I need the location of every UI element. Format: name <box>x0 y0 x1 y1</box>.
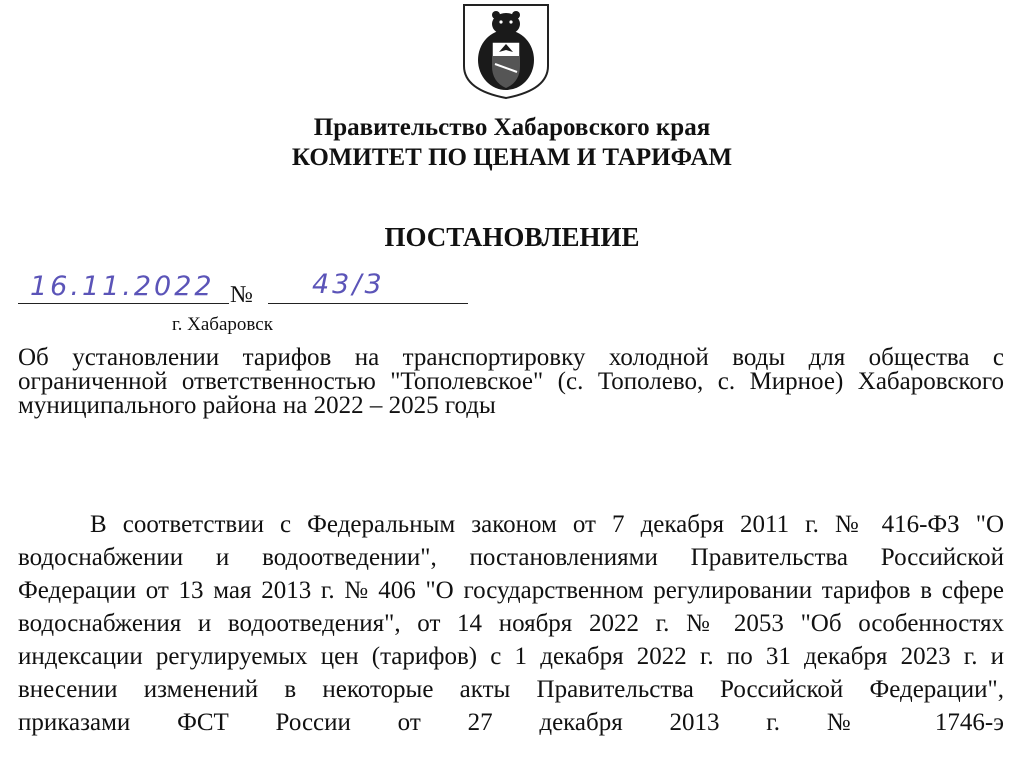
number-sign: № <box>230 282 253 308</box>
handwritten-number: 43/3 <box>312 269 385 300</box>
document-title: Об установлении тарифов на транспортировку холодной воды для общества с ограниченной ответственностью "Тополевское" (с. Тополево, с. Мирное) Хабаровского муниципального района на 2022 – 2025 годы <box>18 344 1004 419</box>
government-name: Правительство Хабаровского края <box>313 114 711 141</box>
body-paragraph: В соответствии с Федеральным законом от 7 декабря 2011 г. № 416-ФЗ "О водоснабжении и водоотведении", постановлениями Правительства Российской Федерации от 13 мая 2013 г. № 406 "О государственном регулировании тарифов в сфере водоснабжения и водоотведения", от 14 ноября 2022 г. № 2053 "Об особенностях индексации регулируемых цен (тарифов) с 1 декабря 2022 г. по 31 декабря 2023 г. и внесении изменений в некоторые акты Правительства Российской Федерации", приказами ФСТ России от 27 декабря 2013 г. № 1746-э <box>18 511 1004 736</box>
city: г. Хабаровск <box>172 314 273 335</box>
number-underline <box>268 303 468 304</box>
date-underline <box>18 303 229 304</box>
coat-of-arms-icon <box>461 2 551 100</box>
handwritten-date: 16.11.2022 <box>30 271 215 302</box>
document-type: ПОСТАНОВЛЕНИЕ <box>384 222 640 252</box>
committee-name: КОМИТЕТ ПО ЦЕНАМ И ТАРИФАМ <box>291 144 733 171</box>
